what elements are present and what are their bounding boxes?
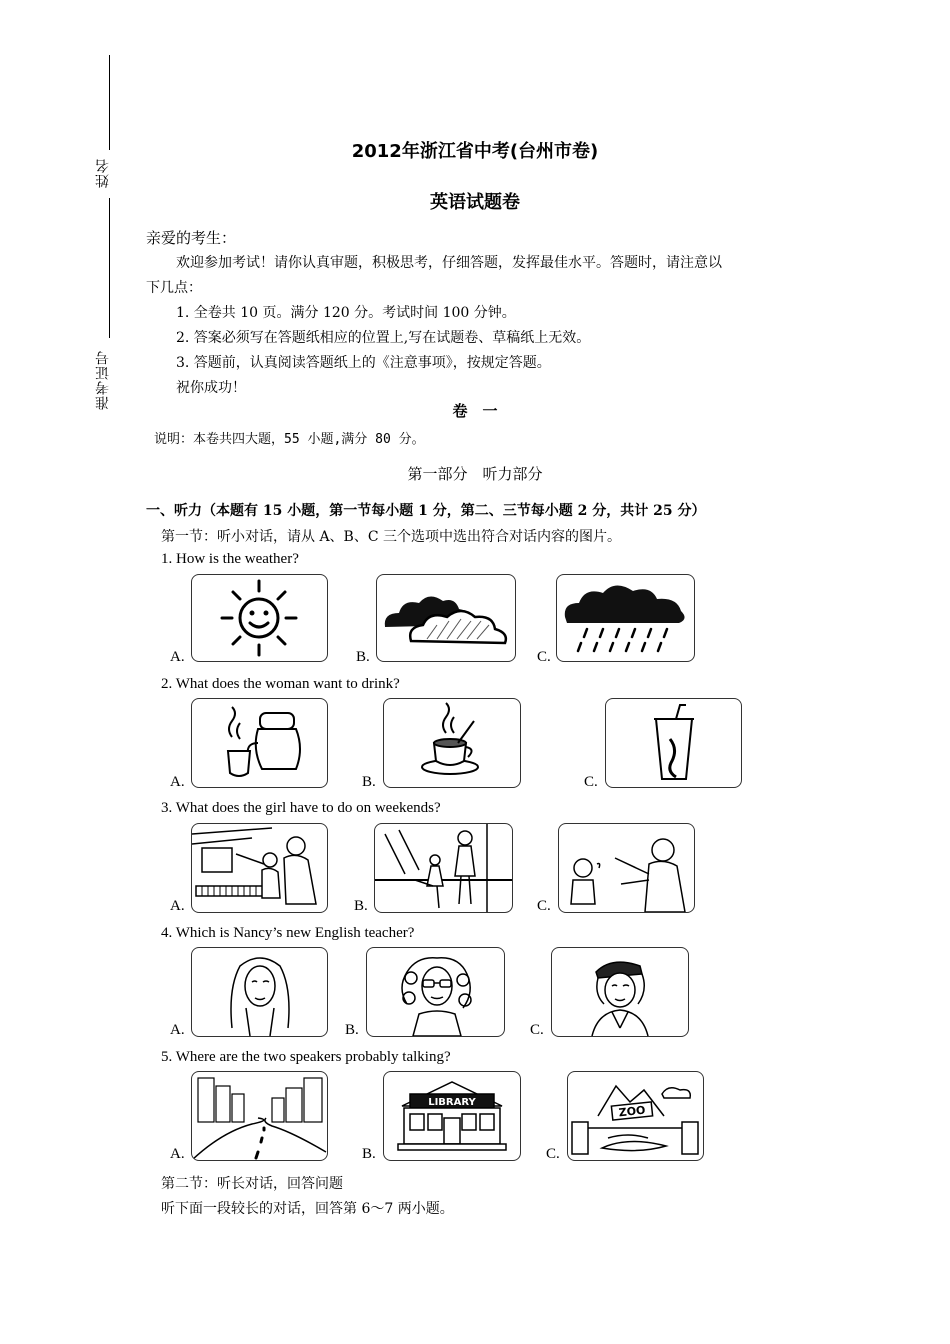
name-label: 姓名 — [95, 158, 111, 188]
q2-tea-pot-image[interactable] — [191, 698, 328, 788]
exam-id-label: 准考证号 — [95, 350, 111, 410]
q5-street-image[interactable] — [191, 1071, 328, 1161]
volume-note: 说明：本卷共四大题，55 小题,满分 80 分。 — [154, 432, 425, 447]
binding-line-top — [109, 55, 110, 150]
q5-option-a[interactable]: A. — [170, 1146, 185, 1162]
q2-soft-drink-image[interactable] — [605, 698, 742, 788]
q1-option-c[interactable]: C. — [537, 649, 551, 665]
q3-option-c[interactable]: C. — [537, 898, 551, 914]
page-subtitle: 英语试题卷 — [430, 192, 520, 213]
q5-option-c[interactable]: C. — [546, 1146, 560, 1162]
zoo-sign-text: ZOO — [618, 1103, 647, 1120]
question-1: 1. How is the weather? — [161, 551, 299, 567]
section-heading: 一、听力（本题有 15 小题，第一节每小题 1 分，第二、三节每小题 2 分，共计 25 分） — [146, 503, 706, 519]
q3-singing-lesson-image[interactable] — [558, 823, 695, 913]
q3-piano-lesson-image[interactable] — [191, 823, 328, 913]
volume-title: 卷 一 — [452, 402, 498, 420]
question-4: 4. Which is Nancy’s new English teacher? — [161, 925, 415, 941]
part-title: 第一部分 听力部分 — [407, 465, 543, 483]
q1-cloudy-image[interactable] — [376, 574, 516, 662]
q2-option-b[interactable]: B. — [362, 774, 376, 790]
q4-option-a[interactable]: A. — [170, 1022, 185, 1038]
welcome-line-1: 欢迎参加考试！请你认真审题，积极思考，仔细答题，发挥最佳水平。答题时，请注意以 — [176, 255, 722, 271]
q2-option-a[interactable]: A. — [170, 774, 185, 790]
page-title: 2012年浙江省中考(台州市卷) — [351, 141, 599, 162]
wish: 祝你成功！ — [176, 380, 246, 396]
section-sub2-note: 听下面一段较长的对话，回答第 6～7 两小题。 — [161, 1201, 454, 1217]
q3-ballet-lesson-image[interactable] — [374, 823, 513, 913]
note-2: 2. 答案必须写在答题纸相应的位置上,写在试题卷、草稿纸上无效。 — [176, 330, 591, 346]
q5-library-image[interactable] — [383, 1071, 521, 1161]
question-2: 2. What does the woman want to drink? — [161, 676, 400, 692]
section-sub1: 第一节：听小对话，请从 A、B、C 三个选项中选出符合对话内容的图片。 — [161, 529, 622, 545]
question-5: 5. Where are the two speakers probably talking? — [161, 1049, 451, 1065]
library-sign-text: LIBRARY — [428, 1097, 476, 1108]
question-3: 3. What does the girl have to do on weekends? — [161, 800, 441, 816]
binding-line-middle — [109, 198, 110, 338]
section-sub2: 第二节：听长对话，回答问题 — [161, 1176, 343, 1192]
q1-option-a[interactable]: A. — [170, 649, 185, 665]
q4-curly-hair-glasses-woman-image[interactable] — [366, 947, 505, 1037]
q4-option-b[interactable]: B. — [345, 1022, 359, 1038]
q5-zoo-image[interactable] — [567, 1071, 704, 1161]
q3-option-b[interactable]: B. — [354, 898, 368, 914]
q1-option-b[interactable]: B. — [356, 649, 370, 665]
greeting: 亲爱的考生： — [146, 229, 237, 247]
q4-option-c[interactable]: C. — [530, 1022, 544, 1038]
q4-short-hair-hat-woman-image[interactable] — [551, 947, 689, 1037]
note-3: 3. 答题前，认真阅读答题纸上的《注意事项》，按规定答题。 — [176, 355, 551, 371]
q1-rain-image[interactable] — [556, 574, 695, 662]
q4-long-hair-woman-image[interactable] — [191, 947, 328, 1037]
q3-option-a[interactable]: A. — [170, 898, 185, 914]
q2-coffee-cup-image[interactable] — [383, 698, 521, 788]
welcome-line-2: 下几点： — [146, 280, 202, 296]
note-1: 1. 全卷共 10 页。满分 120 分。考试时间 100 分钟。 — [176, 305, 516, 321]
q5-option-b[interactable]: B. — [362, 1146, 376, 1162]
q2-option-c[interactable]: C. — [584, 774, 598, 790]
q1-sun-image[interactable] — [191, 574, 328, 662]
